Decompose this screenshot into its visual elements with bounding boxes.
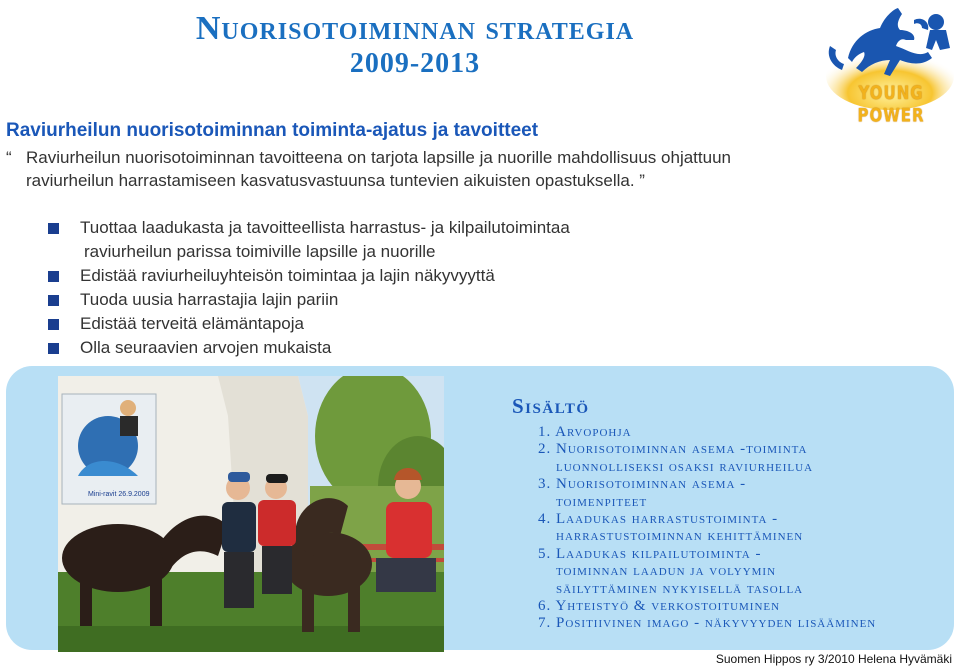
goal-text: Edistää terveitä elämäntapoja [80,314,304,333]
contents-item-text-continued: luonnolliseksi osaksi raviurheilua [556,458,814,475]
bullet-square-icon [48,319,59,330]
mission-quote [6,146,866,192]
kids-with-ponies-photo [58,376,444,652]
goal-text: Tuoda uusia harrastajia lajin pariin [80,290,339,309]
bullet-square-icon [48,271,59,282]
bullet-square-icon [48,343,59,354]
section-subtitle: Raviurheilun nuorisotoiminnan toiminta-ajatus ja tavoitteet [6,120,539,141]
goal-item [44,264,570,288]
contents-item [538,598,876,615]
contents-item-text: 2. Nuorisotoiminnan asema -toiminta [538,441,808,458]
contents-item-text-continued: säilyttäminen nykyisellä tasolla [556,580,804,597]
goal-item [44,312,570,336]
goal-item [44,336,570,360]
contents-item [538,476,876,511]
bullet-square-icon [48,295,59,306]
goals-list [44,216,570,360]
contents-item-text: 3. Nuorisotoiminnan asema - [538,476,747,493]
contents-item-text: 1. Arvopohja [538,424,632,440]
contents-item [538,511,876,546]
contents-item-text: 4. Laadukas harrastustoiminta - [538,511,779,528]
quote-line: Raviurheilun nuorisotoiminnan tavoitteena on tarjota lapsille ja nuorille mahdollisuus ohjattuun [26,148,731,167]
page-title-years: 2009-2013 [349,48,481,79]
mural-text: Mini-ravit 26.9.2009 [88,491,150,498]
contents-item-text: 7. Positiivinen imago - näkyvyyden lisääminen [538,615,877,632]
contents-item [538,424,876,441]
goal-text: Tuottaa laadukasta ja tavoitteellista harrastus- ja kilpailutoimintaa [80,218,570,237]
goal-text: Olla seuraavien arvojen mukaista [80,338,332,357]
contents-item [538,441,876,476]
quote-mark: “ [6,148,12,167]
contents-heading: Sisältö [512,394,590,418]
footer-credit: Suomen Hippos ry 3/2010 Helena Hyvämäki [715,652,952,666]
goal-item [44,216,570,264]
contents-item-text: 5. Laadukas kilpailutoiminta - [538,545,762,562]
quote-line: raviurheilun harrastamiseen kasvatusvastuunsa tuntevien aikuisten opastuksella. ” [26,171,645,190]
goal-text-continued: raviurheilun parissa toimiville lapsille ja nuorille [84,242,436,261]
bullet-square-icon [48,223,59,234]
page-title: Nuorisotoiminnan strategia [195,10,635,47]
goal-text: Edistää raviurheiluyhteisön toimintaa ja lajin näkyvyyttä [80,266,495,285]
contents-item [538,615,876,632]
contents-item [538,546,876,598]
contents-item-text-continued: harrastustoiminnan kehittäminen [556,528,804,545]
contents-list [538,424,876,633]
contents-item-text-continued: toiminnan laadun ja volyymin [556,563,777,580]
contents-item-text-continued: toimenpiteet [556,493,648,510]
contents-item-text: 6. Yhteistyö & verkostoituminen [538,598,781,615]
goal-item [44,288,570,312]
logo-text: YOUNG POWER [857,81,925,127]
